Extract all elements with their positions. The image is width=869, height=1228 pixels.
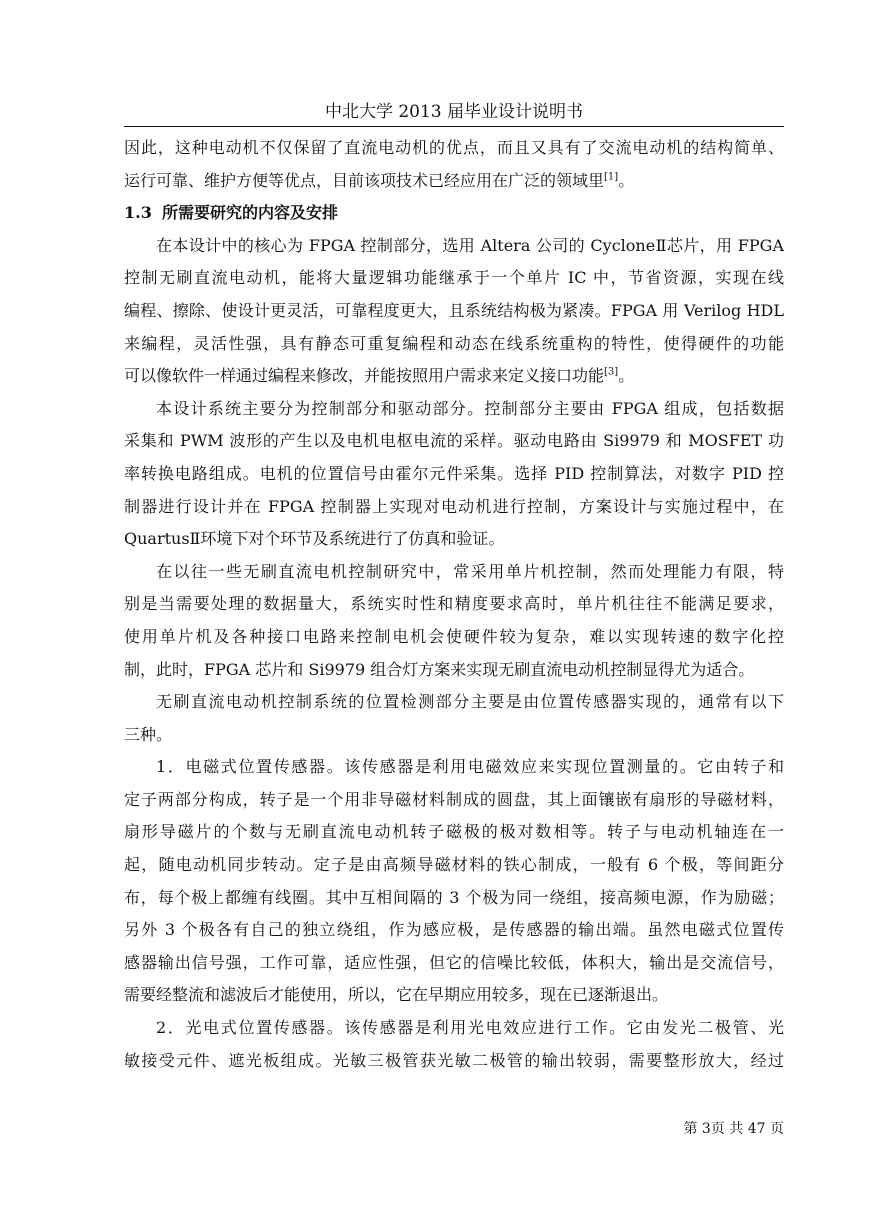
line-text: 三种。 [124,724,173,744]
line-text: 在本设计中的核心为 FPGA 控制部分，选用 Altera 公司的 CycloneⅡ芯片，用 FPGA [156,235,784,255]
line-text: 控制无刷直流电动机，能将大量逻辑功能继承于一个单片 IC 中，节省资源，实现在线 [124,268,784,288]
paragraph [124,751,784,1012]
line-text: 采集和 PWM 波形的产生以及电机电枢电流的采样。驱动电路由 Si9979 和 MOSFET 功 [124,431,784,451]
line-text: 1．电磁式位置传感器。该传感器是利用电磁效应来实现位置测量的。它由转子和 [156,757,784,777]
text-line [124,686,784,719]
line-text: 布，每个极上都缠有线圈。其中互相间隔的 3 个极为同一绕组，接高频电源，作为励磁； [124,887,784,907]
text-line [124,1012,784,1045]
line-text: 无刷直流电动机控制系统的位置检测部分主要是由位置传感器实现的，通常有以下 [156,692,784,712]
header-rule [124,126,784,127]
line-text: 编程、擦除、使设计更灵活，可靠程度更大，且系统结构极为紧凑。FPGA 用 Verilog HDL [124,300,784,320]
section-title: 所需要研究的内容及安排 [162,203,339,223]
line-text: 在以往一些无刷直流电机控制研究中，常采用单片机控制，然而处理能力有限，特 [156,561,784,581]
text-line [124,458,784,491]
paragraph [124,230,784,393]
text-line [124,132,784,165]
text-line [124,328,784,361]
line-text: 运行可靠、维护方便等优点，目前该项技术已经应用在广泛的领域里 [124,170,605,190]
intro-paragraphs [124,132,784,197]
text-line [124,784,784,817]
text-line [124,360,784,393]
line-text: 2．光电式位置传感器。该传感器是利用光电效应进行工作。它由发光二极管、光 [156,1018,784,1038]
text-line [124,556,784,589]
paragraph [124,132,784,197]
line-text: 扇形导磁片的个数与无刷直流电动机转子磁极的极对数相等。转子与电动机轴连在一 [124,822,784,842]
text-line [124,491,784,524]
line-text: 可以像软件一样通过编程来修改，并能按照用户需求来定义接口功能 [124,366,605,386]
text-line [124,621,784,654]
text-line [124,979,784,1012]
text-line [124,719,784,752]
line-text: 来编程，灵活性强，具有静态可重复编程和动态在线系统重构的特性，使得硬件的功能 [124,333,784,353]
line-text: 制，此时，FPGA 芯片和 Si9979 组合灯方案来实现无刷直流电动机控制显得尤为适合。 [124,659,755,679]
line-text: 本设计系统主要分为控制部分和驱动部分。控制部分主要由 FPGA 组成，包括数据 [156,398,784,418]
line-punctuation: 。 [618,170,635,190]
text-line [124,751,784,784]
line-text: 因此，这种电动机不仅保留了直流电动机的优点，而且又具有了交流电动机的结构简单、 [124,138,784,157]
line-text: QuartusⅡ环境下对个环节及系统进行了仿真和验证。 [124,529,505,549]
paragraph [124,556,784,686]
text-line [124,882,784,915]
text-line [124,588,784,621]
line-text: 定子两部分构成，转子是一个用非导磁材料制成的圆盘，其上面镶嵌有扇形的导磁材料， [124,789,784,809]
paragraph [124,393,784,556]
text-line [124,1045,784,1078]
line-text: 制器进行设计并在 FPGA 控制器上实现对电动机进行控制，方案设计与实施过程中，在 [124,496,784,516]
paragraph [124,1012,784,1077]
page-header: 中北大学 2013 届毕业设计说明书 [324,102,584,122]
line-text: 率转换电路组成。电机的位置信号由霍尔元件采集。选择 PID 控制算法，对数字 PID 控 [124,463,784,483]
section-paragraphs [124,230,784,1077]
text-line [124,230,784,263]
citation-ref: [3] [604,366,619,378]
document-body [124,132,784,1077]
section-heading [124,197,784,230]
page-number: 第 3页 共 47 页 [683,1121,784,1137]
text-line [124,816,784,849]
citation-ref: [1] [604,171,619,183]
text-line [124,165,784,198]
line-text: 别是当需要处理的数据量大，系统实时性和精度要求高时，单片机往往不能满足要求， [124,594,784,614]
line-text: 另外 3 个极各有自己的独立绕组，作为感应极，是传感器的输出端。虽然电磁式位置传 [124,920,784,940]
text-line [124,523,784,556]
section-number: 1.3 [124,203,152,223]
line-text: 起，随电动机同步转动。定子是由高频导磁材料的铁心制成，一般有 6 个极，等间距分 [124,855,784,875]
text-line [124,654,784,687]
text-line [124,914,784,947]
text-line [124,425,784,458]
text-line [124,947,784,980]
paragraph [124,686,784,751]
text-line [124,393,784,426]
line-text: 需要经整流和滤波后才能使用，所以，它在早期应用较多，现在已逐渐退出。 [124,985,669,1005]
line-text: 感器输出信号强，工作可靠，适应性强，但它的信噪比较低，体积大，输出是交流信号， [124,952,784,972]
text-line [124,849,784,882]
text-line [124,262,784,295]
line-text: 敏接受元件、遮光板组成。光敏三极管获光敏二极管的输出较弱，需要整形放大，经过 [124,1050,784,1070]
line-punctuation: 。 [618,366,635,386]
text-line [124,295,784,328]
line-text: 使用单片机及各种接口电路来控制电机会使硬件较为复杂，难以实现转速的数字化控 [124,626,784,646]
